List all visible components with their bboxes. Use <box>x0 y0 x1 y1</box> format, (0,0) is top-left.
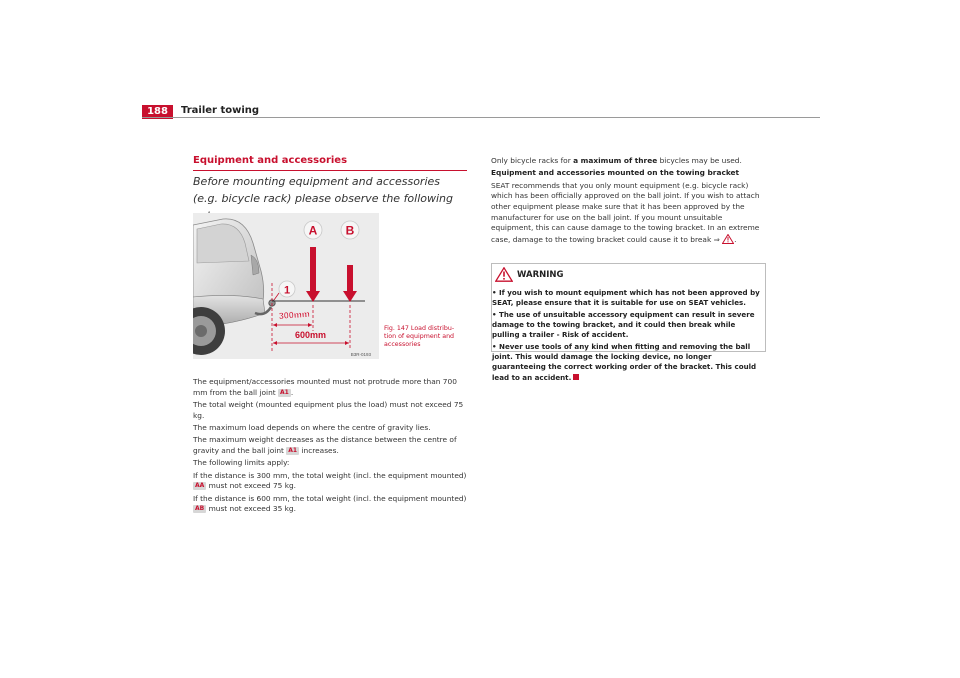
list-item: • Never use tools of any kind when fitting and removing the ball joint. This would damage the locking device, no longer guaranteeing the correct working order of the bracket. This could lead to an accident. <box>492 341 757 382</box>
section-title: Equipment and accessories <box>193 155 467 171</box>
subheading: Equipment and accessories mounted on the towing bracket <box>491 168 740 178</box>
ref-tag-ab[interactable]: AB <box>195 505 205 513</box>
warning-list <box>492 288 765 384</box>
warning-box <box>491 263 766 382</box>
dim-300mm: 300mm <box>278 308 311 321</box>
warning-triangle-icon[interactable] <box>722 234 734 248</box>
section-intro: Before mounting equipment and accessories (e.g. bicycle rack) please observe the following <box>193 175 454 205</box>
page-number: 188 <box>142 105 173 119</box>
paragraph: The maximum load depends on where the centre of gravity lies. <box>193 423 431 432</box>
paragraph: If the distance is 300 mm, the total weight (incl. the equipment mounted) AA must not exceed 75 kg. <box>193 470 467 491</box>
label-a: A <box>308 223 318 238</box>
left-body-text <box>193 377 469 517</box>
car-rear-illustration <box>193 213 379 359</box>
label-1: 1 <box>283 284 291 297</box>
paragraph: The maximum weight decreases as the distance between the centre of gravity and the ball joint A1 increases. <box>193 435 457 455</box>
ref-tag-a1[interactable]: A1 <box>288 447 298 454</box>
header-rule <box>142 117 820 118</box>
dim-600mm: 600mm <box>295 330 327 340</box>
figure-code: B3R-0193 <box>350 352 371 357</box>
label-b: B <box>345 223 355 238</box>
paragraph: The total weight (mounted equipment plus the load) must not exceed 75 kg. <box>193 400 464 420</box>
figure-load-distribution <box>193 213 379 359</box>
end-marker <box>573 374 579 380</box>
paragraph: If the distance is 600 mm, the total weight (incl. the equipment mounted) AB must not exceed 35 kg. <box>193 493 467 514</box>
figure-caption: Fig. 147 Load distribu-tion of equipment and accessories <box>384 325 455 348</box>
running-title: Trailer towing <box>181 105 260 116</box>
list-item: • If you wish to mount equipment which has not been approved by SEAT, please ensure that it is suitable for use on SEAT vehicles. <box>492 288 760 308</box>
ref-tag-aa[interactable]: AA <box>195 482 205 490</box>
paragraph: The equipment/accessories mounted must not protrude more than 700 mm from the ball joint A1 . <box>193 377 457 397</box>
ref-tag-a1[interactable]: A1 <box>280 388 289 396</box>
paragraph: Only bicycle racks for a maximum of three bicycles may be used. <box>491 156 742 165</box>
paragraph: SEAT recommends that you only mount equipment (e.g. bicycle rack) which has been officially approved on the ball joint. If you wish to attach other equipment please make sure that it has been approved by the manufacturer for use on the ball joint. If you mount unsuitable equipment, this can cause damage to the towing bracket. In an extreme case, damage to the towing bracket could cause it to break ⇒ . <box>491 181 766 248</box>
arrow-ref[interactable]: ⇒ <box>713 235 720 245</box>
paragraph: The following limits apply: <box>193 458 290 468</box>
warning-title: WARNING <box>517 270 564 280</box>
list-item: • The use of unsuitable accessory equipment can result in severe damage to the towing bracket, and it could then break while pulling a trailer - Risk of accident. <box>492 309 755 340</box>
warning-triangle-icon <box>495 267 513 286</box>
right-body-text <box>491 156 766 249</box>
warning-header <box>492 264 765 286</box>
